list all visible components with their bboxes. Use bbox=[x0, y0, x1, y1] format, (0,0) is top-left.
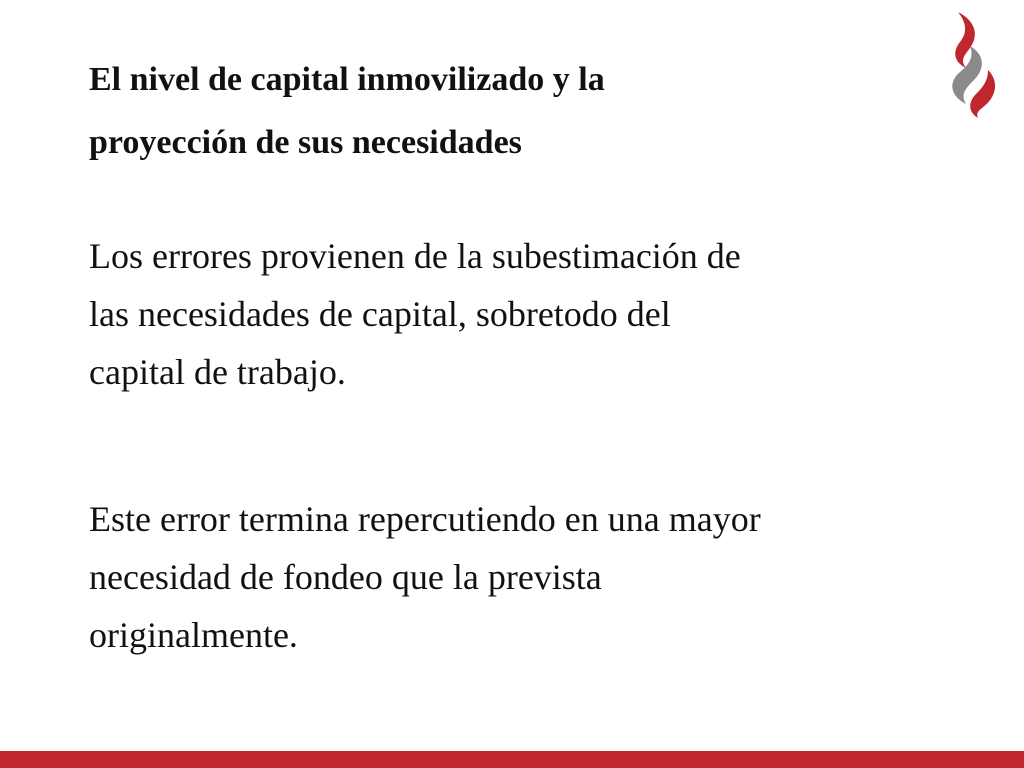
paragraph-line: necesidad de fondeo que la prevista bbox=[89, 557, 602, 597]
paragraph-line: Este error termina repercutiendo en una mayor bbox=[89, 499, 761, 539]
paragraph-line: capital de trabajo. bbox=[89, 352, 346, 392]
body-paragraph-1 bbox=[89, 227, 969, 401]
body-paragraph-2 bbox=[89, 490, 969, 664]
slide-title-line: proyección de sus necesidades bbox=[89, 124, 522, 161]
paragraph-line: originalmente. bbox=[89, 615, 298, 655]
slide-title bbox=[89, 48, 889, 174]
paragraph-line: Los errores provienen de la subestimación de bbox=[89, 236, 741, 276]
flame-logo-icon bbox=[930, 8, 1000, 118]
slide-title-line: El nivel de capital inmovilizado y la bbox=[89, 61, 605, 98]
bottom-accent-bar bbox=[0, 751, 1024, 768]
paragraph-line: las necesidades de capital, sobretodo del bbox=[89, 294, 671, 334]
